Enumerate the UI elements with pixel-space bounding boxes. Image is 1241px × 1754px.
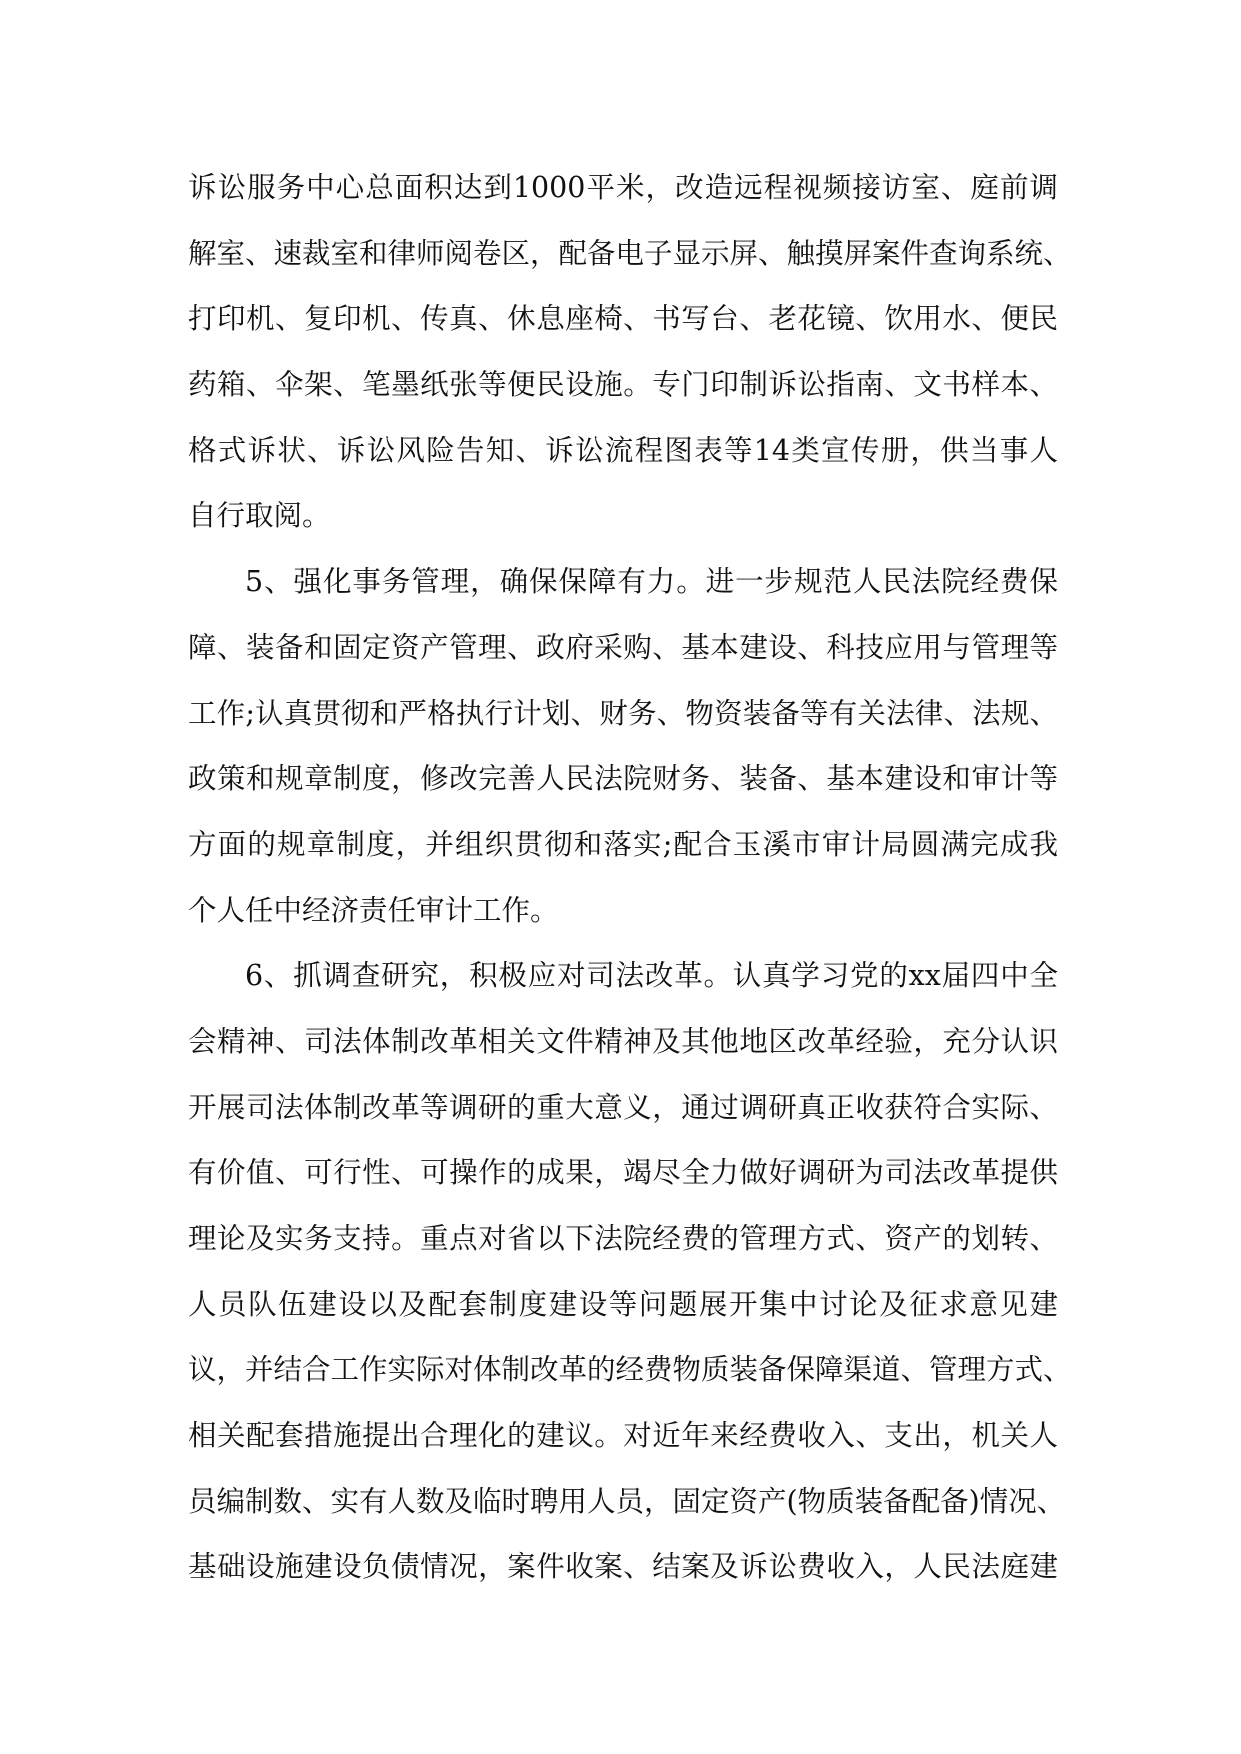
paragraph-service-center — [188, 155, 1072, 549]
text-line: 会精神、司法体制改革相关文件精神及其他地区改革经验，充分认识 — [188, 1024, 1058, 1058]
paragraph-item-6 — [188, 943, 1072, 1600]
document-body — [188, 155, 1072, 1600]
text-line: 政策和规章制度，修改完善人民法院财务、装备、基本建设和审计等 — [188, 762, 1058, 796]
text-line: 有价值、可行性、可操作的成果，竭尽全力做好调研为司法改革提供 — [188, 1156, 1058, 1190]
text-line: 格式诉状、诉讼风险告知、诉讼流程图表等14类宣传册，供当事人 — [188, 433, 1058, 467]
text-line: 员编制数、实有人数及临时聘用人员，固定资产(物质装备配备)情况、 — [188, 1484, 1066, 1518]
text-line: 基础设施建设负债情况，案件收案、结案及诉讼费收入，人民法庭建 — [188, 1550, 1058, 1584]
text-line: 个人任中经济责任审计工作。 — [188, 893, 559, 927]
text-line: 相关配套措施提出合理化的建议。对近年来经费收入、支出，机关人 — [188, 1419, 1058, 1453]
text-line: 工作;认真贯彻和严格执行计划、财务、物资装备等有关法律、法规、 — [188, 696, 1058, 730]
text-line: 理论及实务支持。重点对省以下法院经费的管理方式、资产的划转、 — [188, 1222, 1058, 1255]
text-line: 人员队伍建设以及配套制度建设等问题展开集中讨论及征求意见建 — [188, 1287, 1058, 1321]
paragraph-item-5 — [188, 549, 1058, 943]
text-line: 障、装备和固定资产管理、政府采购、基本建设、科技应用与管理等 — [188, 630, 1058, 664]
text-line: 自行取阅。 — [188, 499, 331, 533]
text-line: 方面的规章制度，并组织贯彻和落实;配合玉溪市审计局圆满完成我 — [188, 827, 1058, 861]
text-line: 议，并结合工作实际对体制改革的经费物质装备保障渠道、管理方式、 — [188, 1353, 1072, 1387]
text-line: 药箱、伞架、笔墨纸张等便民设施。专门印制诉讼指南、文书样本、 — [188, 368, 1058, 402]
text-line: 解室、速裁室和律师阅卷区，配备电子显示屏、触摸屏案件查询系统、 — [188, 236, 1072, 270]
text-line: 5、强化事务管理，确保保障有力。进一步规范人民法院经费保 — [245, 565, 1058, 599]
text-line: 6、抓调查研究，积极应对司法改革。认真学习党的xx届四中全 — [245, 959, 1058, 993]
text-line: 诉讼服务中心总面积达到1000平米，改造远程视频接访室、庭前调 — [188, 171, 1058, 204]
text-line: 打印机、复印机、传真、休息座椅、书写台、老花镜、饮用水、便民 — [188, 302, 1058, 336]
text-line: 开展司法体制改革等调研的重大意义，通过调研真正收获符合实际、 — [188, 1090, 1058, 1124]
